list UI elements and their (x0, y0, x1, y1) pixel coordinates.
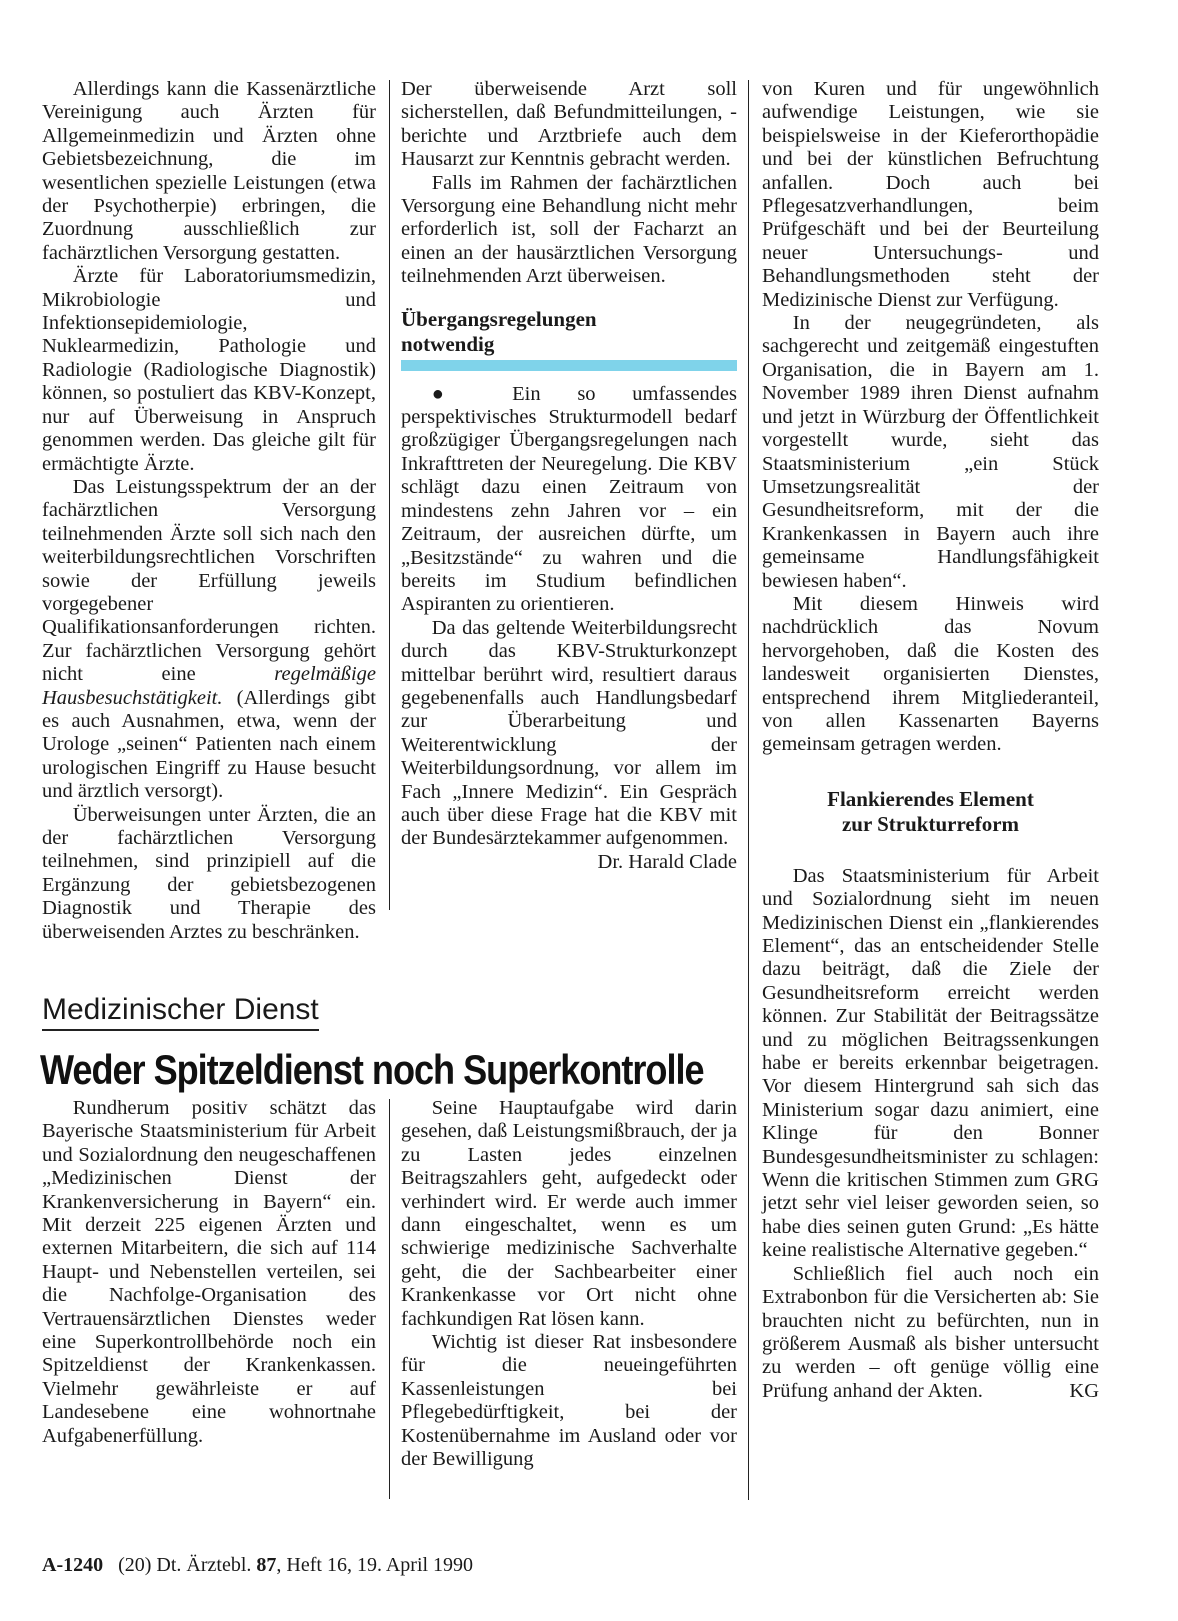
volume-number: 87 (256, 1554, 277, 1576)
paragraph: ● Ein so umfassendes perspektivisches Strukturmodell bedarf großzügiger Übergangsregelungen nach Inkrafttreten der Neuregelung. Die KBV schlägt dazu einen Zeitraum von mindestens zehn Jahren vor – ein Zeitraum, der ausreichen dürfte, um „Besitzstände“ zu wahren und die bereits im Studium befindlichen Aspiranten zu orientieren. (401, 382, 738, 616)
paragraph: Das Staatsministerium für Arbeit und Sozialordnung sieht im neuen Medizinischen Dienst ein „flankierendes Element“, das an entscheidender Stelle dazu beiträgt, daß die Ziele der Gesundheitsreform erreicht werden können. Zur Stabilität der Beitragssätze und zu möglichen Beitragssenkungen habe er bereits erkennbar beigetragen. Vor diesem Hintergrund sah sich das Ministerium sogar dazu animiert, eine Klinge für den Bonner Bundesgesundheitsminister zu schlagen: Wenn die kritischen Stimmen zum GRG jetzt sehr viel leiser geworden seien, so habe dies seinen guten Grund: „Es hätte keine realistische Alternative gegeben.“ (762, 864, 1099, 1262)
page-id: A-1240 (42, 1554, 104, 1576)
column-rule (389, 80, 390, 910)
paragraph: Rundherum positiv schätzt das Bayerische Staatsministerium für Arbeit und Sozialordnung den neugeschaffenen „Medizinischen Dienst der Krankenversicherung in Bayern“ ein. Mit derzeit 225 eigenen Ärzten und externen Mitarbeitern, die sich auf 114 Haupt- und Nebenstellen verteilen, sei die Nachfolge-Organisation des Vertrauensärztlichen Dienstes weder eine Superkontrollbehörde noch ein Spitzeldienst der Krankenkassen. Vielmehr gewährleiste er auf Landesebene eine wohnortnahe Aufgabenerfüllung. (42, 1097, 376, 1447)
paragraph: Überweisungen unter Ärzten, die an der fachärztlichen Versorgung teilnehmen, sind prinzipiell auf die Ergänzung der gebietsbezogenen Diagnostik und Therapie des überweisenden Arztes zu beschränken. (42, 803, 376, 943)
column-2-upper (401, 78, 737, 874)
paragraph: Falls im Rahmen der fachärztlichen Versorgung eine Behandlung nicht mehr erforderlich ist, soll der Facharzt an einen an der hausärztlichen Versorgung teilnehmenden Arzt überweisen. (401, 171, 737, 288)
paragraph: Der überweisende Arzt soll sicherstellen, daß Befundmitteilungen, -berichte und Arztbriefe auch dem Hausarzt zur Kenntnis gebracht werden. (401, 78, 737, 171)
article-headline: Weder Spitzeldienst noch Superkontrolle (40, 1046, 704, 1093)
paragraph: Da das geltende Weiterbildungsrecht durch das KBV-Strukturkonzept mittelbar berührt wird, resultiert daraus gegebenenfalls auch Handlungsbedarf zur Überarbeitung und Weiterentwicklung der Weiterbildungsordnung, vor allem im Fach „Innere Medizin“. Ein Gespräch auch über diese Frage hat die KBV mit der Bundesärztekammer aufgenommen. Dr. Harald Clade (401, 616, 737, 873)
paragraph: Schließlich fiel auch noch ein Extrabonbon für die Versicherten ab: Sie brauchten nicht zu befürchten, nun in größerem Ausmaß als bisher untersucht zu werden – oft genüge völlig eine Prüfung anhand der Akten. KG (762, 1262, 1099, 1402)
subheading: Flankierendes Element zur Strukturreform (827, 786, 1034, 836)
italic-phrase: regelmäßige Hausbesuchstätigkeit. (42, 663, 376, 709)
column-2-lower (401, 1097, 737, 1472)
bullet-icon: ● (431, 382, 476, 405)
subheading: Übergangsregelungen notwendig (401, 306, 597, 356)
paragraph: In der neugegründeten, als sachgerecht und zeitgemäß eingestuften Organisation, die in Bayern am 1. November 1989 ihren Dienst aufnahm und jetzt in Würzburg der Öffentlichkeit vorgestellt wurde, sieht das Staatsministerium „ein Stück Umsetzungsrealität der Gesundheitsreform, mit der die Krankenkassen in Bayern auch ihre gemeinsame Handlungsfähigkeit bewiesen haben“. (762, 312, 1099, 592)
subheading-color-band (401, 360, 737, 371)
author-signature: Dr. Harald Clade (597, 850, 737, 873)
column-1-lower (42, 1097, 376, 1448)
page-footer: A-1240 (20) Dt. Ärztebl. 87, Heft 16, 19. April 1990 (42, 1554, 474, 1576)
paragraph: Wichtig ist dieser Rat insbesondere für die neueingeführten Kassenleistungen bei Pflegebedürftigkeit, bei der Kostenübernahme im Ausland oder vor der Bewilligung (401, 1331, 737, 1471)
paragraph: Ärzte für Laboratoriumsmedizin, Mikrobiologie und Infektionsepidemiologie, Nuklearmedizin, Pathologie und Radiologie (Radiologische Diagnostik) können, so postuliert das KBV-Konzept, nur auf Überweisung in Anspruch genommen werden. Das gleiche gilt für ermächtigte Ärzte. (42, 265, 376, 475)
paragraph: von Kuren und für ungewöhnlich aufwendige Leistungen, wie sie beispielsweise in der Kieferorthopädie und bei der künstlichen Befruchtung anfallen. Doch auch bei Pflegesatzverhandlungen, beim Prüfgeschäft und bei der Beurteilung neuer Untersuchungs- und Behandlungsmethoden steht der Medizinische Dienst zur Verfügung. (762, 78, 1099, 311)
paragraph: Allerdings kann die Kassenärztliche Vereinigung auch Ärzten für Allgemeinmedizin und Ärzten ohne Gebietsbezeichnung, die im wesentlichen spezielle Leistungen (etwa der Psychotherpie) erbringen, die Zuordnung ausschließlich zur fachärztlichen Versorgung gestatten. (42, 78, 376, 264)
column-rule (389, 1099, 390, 1499)
paragraph: Seine Hauptaufgabe wird darin gesehen, daß Leistungsmißbrauch, der ja zu Lasten jedes einzelnen Beitragszahlers geht, aufgedeckt oder verhindert wird. Er werde auch immer dann eingeschaltet, wenn es um schwierige medizinische Sachverhalte geht, die der Sachbearbeiter einer Krankenkasse vor Ort nicht ohne fachkundigen Rat lösen kann. (401, 1097, 737, 1330)
column-3 (762, 78, 1099, 1403)
paragraph: Das Leistungsspektrum der an der fachärztlichen Versorgung teilnehmenden Ärzte soll sich nach den weiterbildungsrechtlichen Vorschriften sowie der Erfüllung jeweils vorgegebener Qualifikationsanforderungen richten. Zur fachärztlichen Versorgung gehört nicht eine regelmäßige Hausbesuchstätigkeit. (Allerdings gibt es auch Ausnahmen, etwa, wenn der Urologe „seinen“ Patienten nach einem urologischen Eingriff zu Hause besucht und ärztlich versorgt). (42, 475, 376, 803)
paragraph: Mit diesem Hinweis wird nachdrücklich das Novum hervorgehoben, daß die Kosten des landesweit organisierten Dienstes, entsprechend ihrem Mitgliederanteil, von allen Kassenarten Bayerns gemeinsam getragen werden. (762, 592, 1099, 756)
column-1-upper (42, 78, 376, 944)
column-rule (748, 80, 749, 1500)
section-label: Medizinischer Dienst (42, 993, 319, 1031)
author-signature: KG (1069, 1379, 1099, 1402)
